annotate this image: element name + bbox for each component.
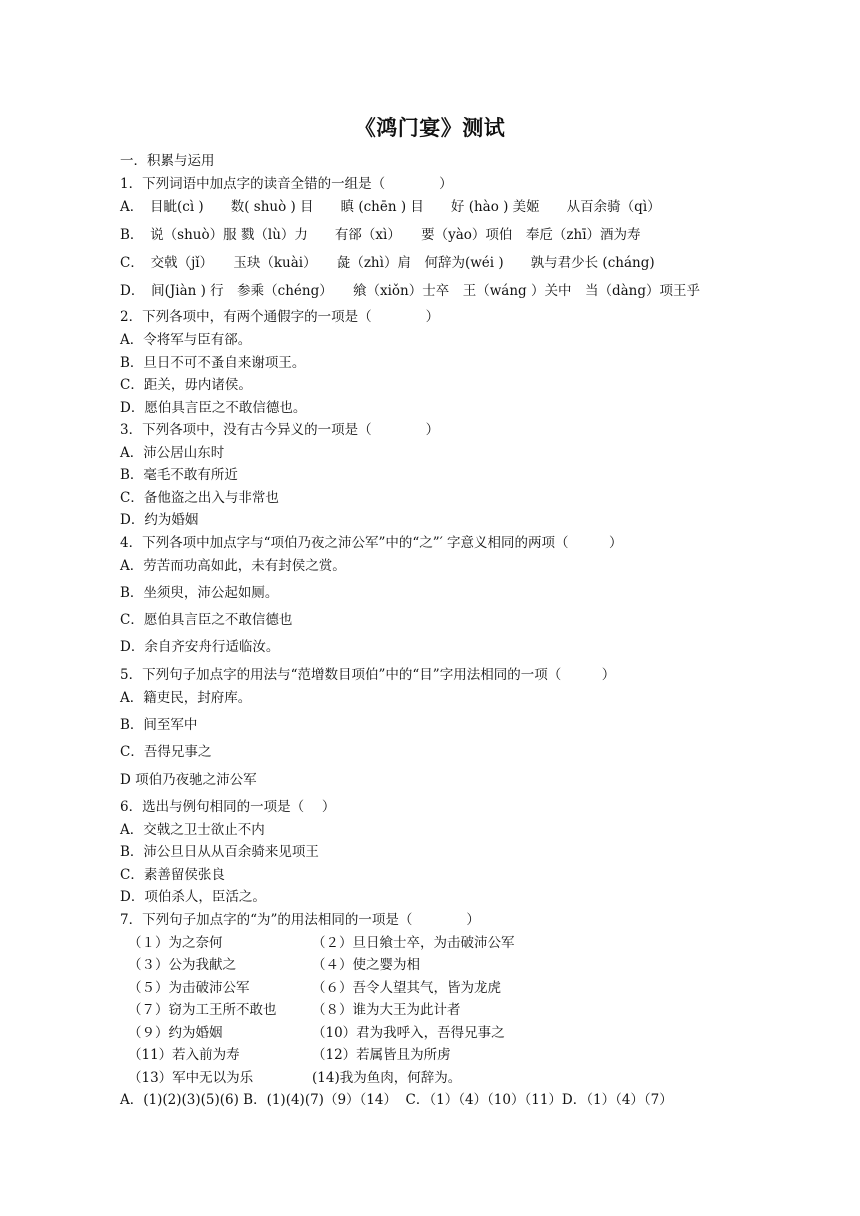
question-4-option-c: C．愿伯具言臣之不敢信德也 <box>120 612 293 628</box>
question-2-stem: 2．下列各项中，有两个通假字的一项是（ ） <box>120 309 440 325</box>
question-3-option-c: C．备他盗之出入与非常也 <box>120 490 279 506</box>
question-7-item: （13）军中无以为乐 <box>128 1070 254 1086</box>
question-7-item-row <box>128 934 515 952</box>
question-3-option-d: D．约为婚姻 <box>120 512 199 528</box>
question-7-item: （11）若入前为寿 <box>128 1047 240 1063</box>
question-7-item-row <box>128 1001 461 1019</box>
question-2-option-b: B．旦日不可不蚤自来谢项王。 <box>120 355 306 371</box>
question-7-item-row <box>128 1046 451 1064</box>
question-7-item: （９）约为婚姻 <box>128 1025 223 1041</box>
question-1-stem: 1．下列词语中加点字的读音全错的一组是（ ） <box>120 176 453 192</box>
question-7-stem: 7．下列句子加点字的“为”的用法相同的一项是（ ） <box>120 912 480 928</box>
question-3-option-a: A．沛公居山东时 <box>120 445 225 461</box>
page-title: 《鸿门宴》测试 <box>354 116 506 140</box>
question-7-item-row <box>128 1024 505 1042</box>
question-7-item: （６）吾令人望其气，皆为龙虎 <box>312 980 501 996</box>
question-7-item: (14)我为鱼肉，何辞为。 <box>312 1070 462 1086</box>
question-5-option-c: C．吾得兄事之 <box>120 744 212 760</box>
question-2-option-a: A．令将军与臣有郤。 <box>120 332 252 348</box>
question-7-item: （１）为之奈何 <box>128 935 223 951</box>
question-3-option-b: B．毫毛不敢有所近 <box>120 467 238 483</box>
question-7-item: （４）使之婴为相 <box>312 957 420 973</box>
question-4-option-a: A．劳苦而功高如此，未有封侯之赏。 <box>120 558 346 574</box>
question-7-item: （７）窃为工王所不敢也 <box>128 1002 277 1018</box>
question-7-item-row <box>128 1069 462 1087</box>
question-7-answer-options: A．(1)(2)(3)(5)(6) B．(1)(4)(7)（9）（14） C．（1）（4）（10）（11）D．（1）（4）（7） <box>120 1092 673 1108</box>
question-5-stem: 5．下列句子加点字的用法与“范增数目项伯”中的“目”字用法相同的一项（ ） <box>120 667 616 683</box>
question-1-option-c: C． 交戟（jǐ） 玉玦（kuài） 彘（zhì）肩 何辞为(wéi ) 孰与君少长 (cháng) <box>120 255 655 271</box>
question-7-item: （８）谁为大王为此计者 <box>312 1002 461 1018</box>
question-5-option-a: A．籍吏民，封府库。 <box>120 690 252 706</box>
section-heading: 一．积累与运用 <box>120 153 215 169</box>
question-7-item: （10）君为我呼入，吾得兄事之 <box>312 1025 505 1041</box>
question-1-option-a: A． 目眦(cì ) 数( shuò ) 目 瞋 (chēn ) 目 好 (hào ) 美姬 从百余骑（qì） <box>120 199 661 215</box>
question-2-option-c: C．距关，毋内诸侯。 <box>120 377 252 393</box>
question-6-option-c: C．素善留侯张良 <box>120 867 225 883</box>
question-7-item-row <box>128 956 420 974</box>
question-4-stem: 4．下列各项中加点字与“项伯乃夜之沛公军”中的“之”′ 字意义相同的两项（ ） <box>120 535 623 551</box>
question-7-item-row <box>128 979 501 997</box>
question-4-option-b: B．坐须臾，沛公起如厕。 <box>120 585 279 601</box>
question-7-item: （３）公为我献之 <box>128 957 236 973</box>
question-7-item: （12）若属皆且为所虏 <box>312 1047 451 1063</box>
question-7-item: （５）为击破沛公军 <box>128 980 250 996</box>
question-6-stem: 6．选出与例句相同的一项是（ ） <box>120 799 336 815</box>
question-1-option-d: D． 间(Jiàn ) 行 参乘（chéng） 飨（xiǒn）士卒 王（wáng ）关中 当（dàng）项王乎 <box>120 283 701 299</box>
question-5-option-b: B．间至军中 <box>120 717 198 733</box>
question-6-option-b: B．沛公旦日从从百余骑来见项王 <box>120 844 319 860</box>
question-6-option-a: A．交戟之卫士欲止不内 <box>120 822 265 838</box>
question-2-option-d: D．愿伯具言臣之不敢信德也。 <box>120 400 307 416</box>
question-6-option-d: D．项伯杀人，臣活之。 <box>120 889 266 905</box>
question-3-stem: 3．下列各项中，没有古今异义的一项是（ ） <box>120 422 440 438</box>
question-1-option-b: B． 说（shuò）服 戮（lù）力 有郤（xì） 要（yào）项伯 奉卮（zhī）酒为寿 <box>120 227 641 243</box>
question-7-item: （２）旦日飨士卒，为击破沛公军 <box>312 935 515 951</box>
question-4-option-d: D．余自齐安舟行适临汝。 <box>120 639 280 655</box>
question-5-option-d: D 项伯乃夜驰之沛公军 <box>120 772 257 788</box>
